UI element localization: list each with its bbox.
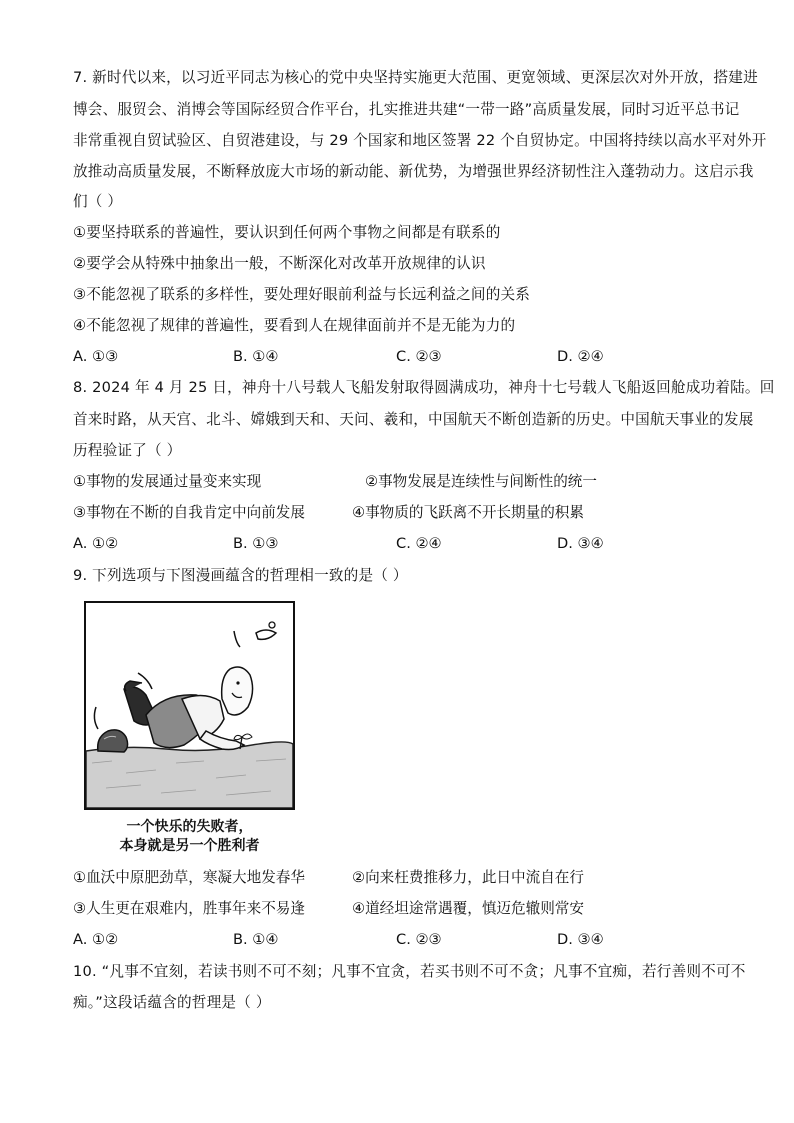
q8-option-b[interactable]: B. ①③ (233, 535, 279, 552)
cartoon-caption-line-1: 一个快乐的失败者， (126, 819, 253, 835)
q7-option-a[interactable]: A. ①③ (73, 348, 119, 365)
q10-stem-line-2: 痴。”这段话蕴含的哲理是（ ） (73, 994, 271, 1011)
q9-option-c[interactable]: C. ②③ (396, 931, 442, 948)
q9-option-d[interactable]: D. ③④ (557, 931, 604, 948)
q8-option-a[interactable]: A. ①② (73, 535, 119, 552)
q7-item-3: ③不能忽视了联系的多样性，要处理好眼前利益与长远利益之间的关系 (73, 286, 531, 303)
q7-stem-line-1: 7. 新时代以来，以习近平同志为核心的党中央坚持实施更大范围、更宽领域、更深层次对外开放，搭建进 (73, 69, 758, 86)
q9-item-1: ①血沃中原肥劲草，寒凝大地发春华 (73, 869, 305, 886)
cartoon-caption-line-2: 本身就是另一个胜利者 (119, 838, 260, 854)
q8-option-c[interactable]: C. ②④ (396, 535, 442, 552)
q9-item-2: ②向来枉费推移力，此日中流自在行 (352, 869, 584, 886)
q9-option-a[interactable]: A. ①② (73, 931, 119, 948)
q7-item-2: ②要学会从特殊中抽象出一般，不断深化对改革开放规律的认识 (73, 255, 486, 272)
q8-item-4: ④事物质的飞跃离不开长期量的积累 (352, 504, 584, 521)
q7-stem-line-5: 们（ ） (73, 193, 123, 210)
q7-option-b[interactable]: B. ①④ (233, 348, 279, 365)
q9-item-4: ④道经坦途常遇覆，慎迈危辙则常安 (352, 900, 584, 917)
q8-stem-line-3: 历程验证了（ ） (73, 442, 182, 459)
q8-item-3: ③事物在不断的自我肯定中向前发展 (73, 504, 305, 521)
q8-option-d[interactable]: D. ③④ (557, 535, 604, 552)
q7-stem-line-4: 放推动高质量发展，不断释放庞大市场的新动能、新优势，为增强世界经济韧性注入蓬勃动力。这启示我 (73, 163, 754, 180)
q10-stem-line-1: 10. “凡事不宜刻，若读书则不可不刻；凡事不宜贪，若买书则不可不贪；凡事不宜痴，若行善则不可不 (73, 963, 746, 980)
q7-stem-line-2: 博会、服贸会、消博会等国际经贸合作平台，扎实推进共建“一带一路”高质量发展，同时习近平总书记 (73, 101, 740, 118)
q8-item-1: ①事物的发展通过量变来实现 (73, 473, 262, 490)
q7-item-4: ④不能忽视了规律的普遍性，要看到人在规律面前并不是无能为力的 (73, 317, 516, 334)
cartoon-drawing (86, 603, 293, 808)
q8-stem-line-2: 首来时路，从天宫、北斗、嫦娥到天和、天问、羲和，中国航天不断创造新的历史。中国航天事业的发展 (73, 411, 754, 428)
q9-item-3: ③人生更在艰难内，胜事年来不易逢 (73, 900, 305, 917)
cartoon-illustration (84, 601, 295, 810)
q8-stem-line-1: 8. 2024 年 4 月 25 日，神舟十八号载人飞船发射取得圆满成功，神舟十七号载人飞船返回舱成功着陆。回 (73, 379, 775, 396)
q7-option-d[interactable]: D. ②④ (557, 348, 604, 365)
q8-item-2: ②事物发展是连续性与间断性的统一 (365, 473, 597, 490)
q7-option-c[interactable]: C. ②③ (396, 348, 442, 365)
q9-option-b[interactable]: B. ①④ (233, 931, 279, 948)
q7-stem-line-3: 非常重视自贸试验区、自贸港建设，与 29 个国家和地区签署 22 个自贸协定。中国将持续以高水平对外开 (73, 132, 767, 149)
q9-stem: 9. 下列选项与下图漫画蕴含的哲理相一致的是（ ） (73, 567, 408, 584)
q7-item-1: ①要坚持联系的普遍性，要认识到任何两个事物之间都是有联系的 (73, 224, 501, 241)
